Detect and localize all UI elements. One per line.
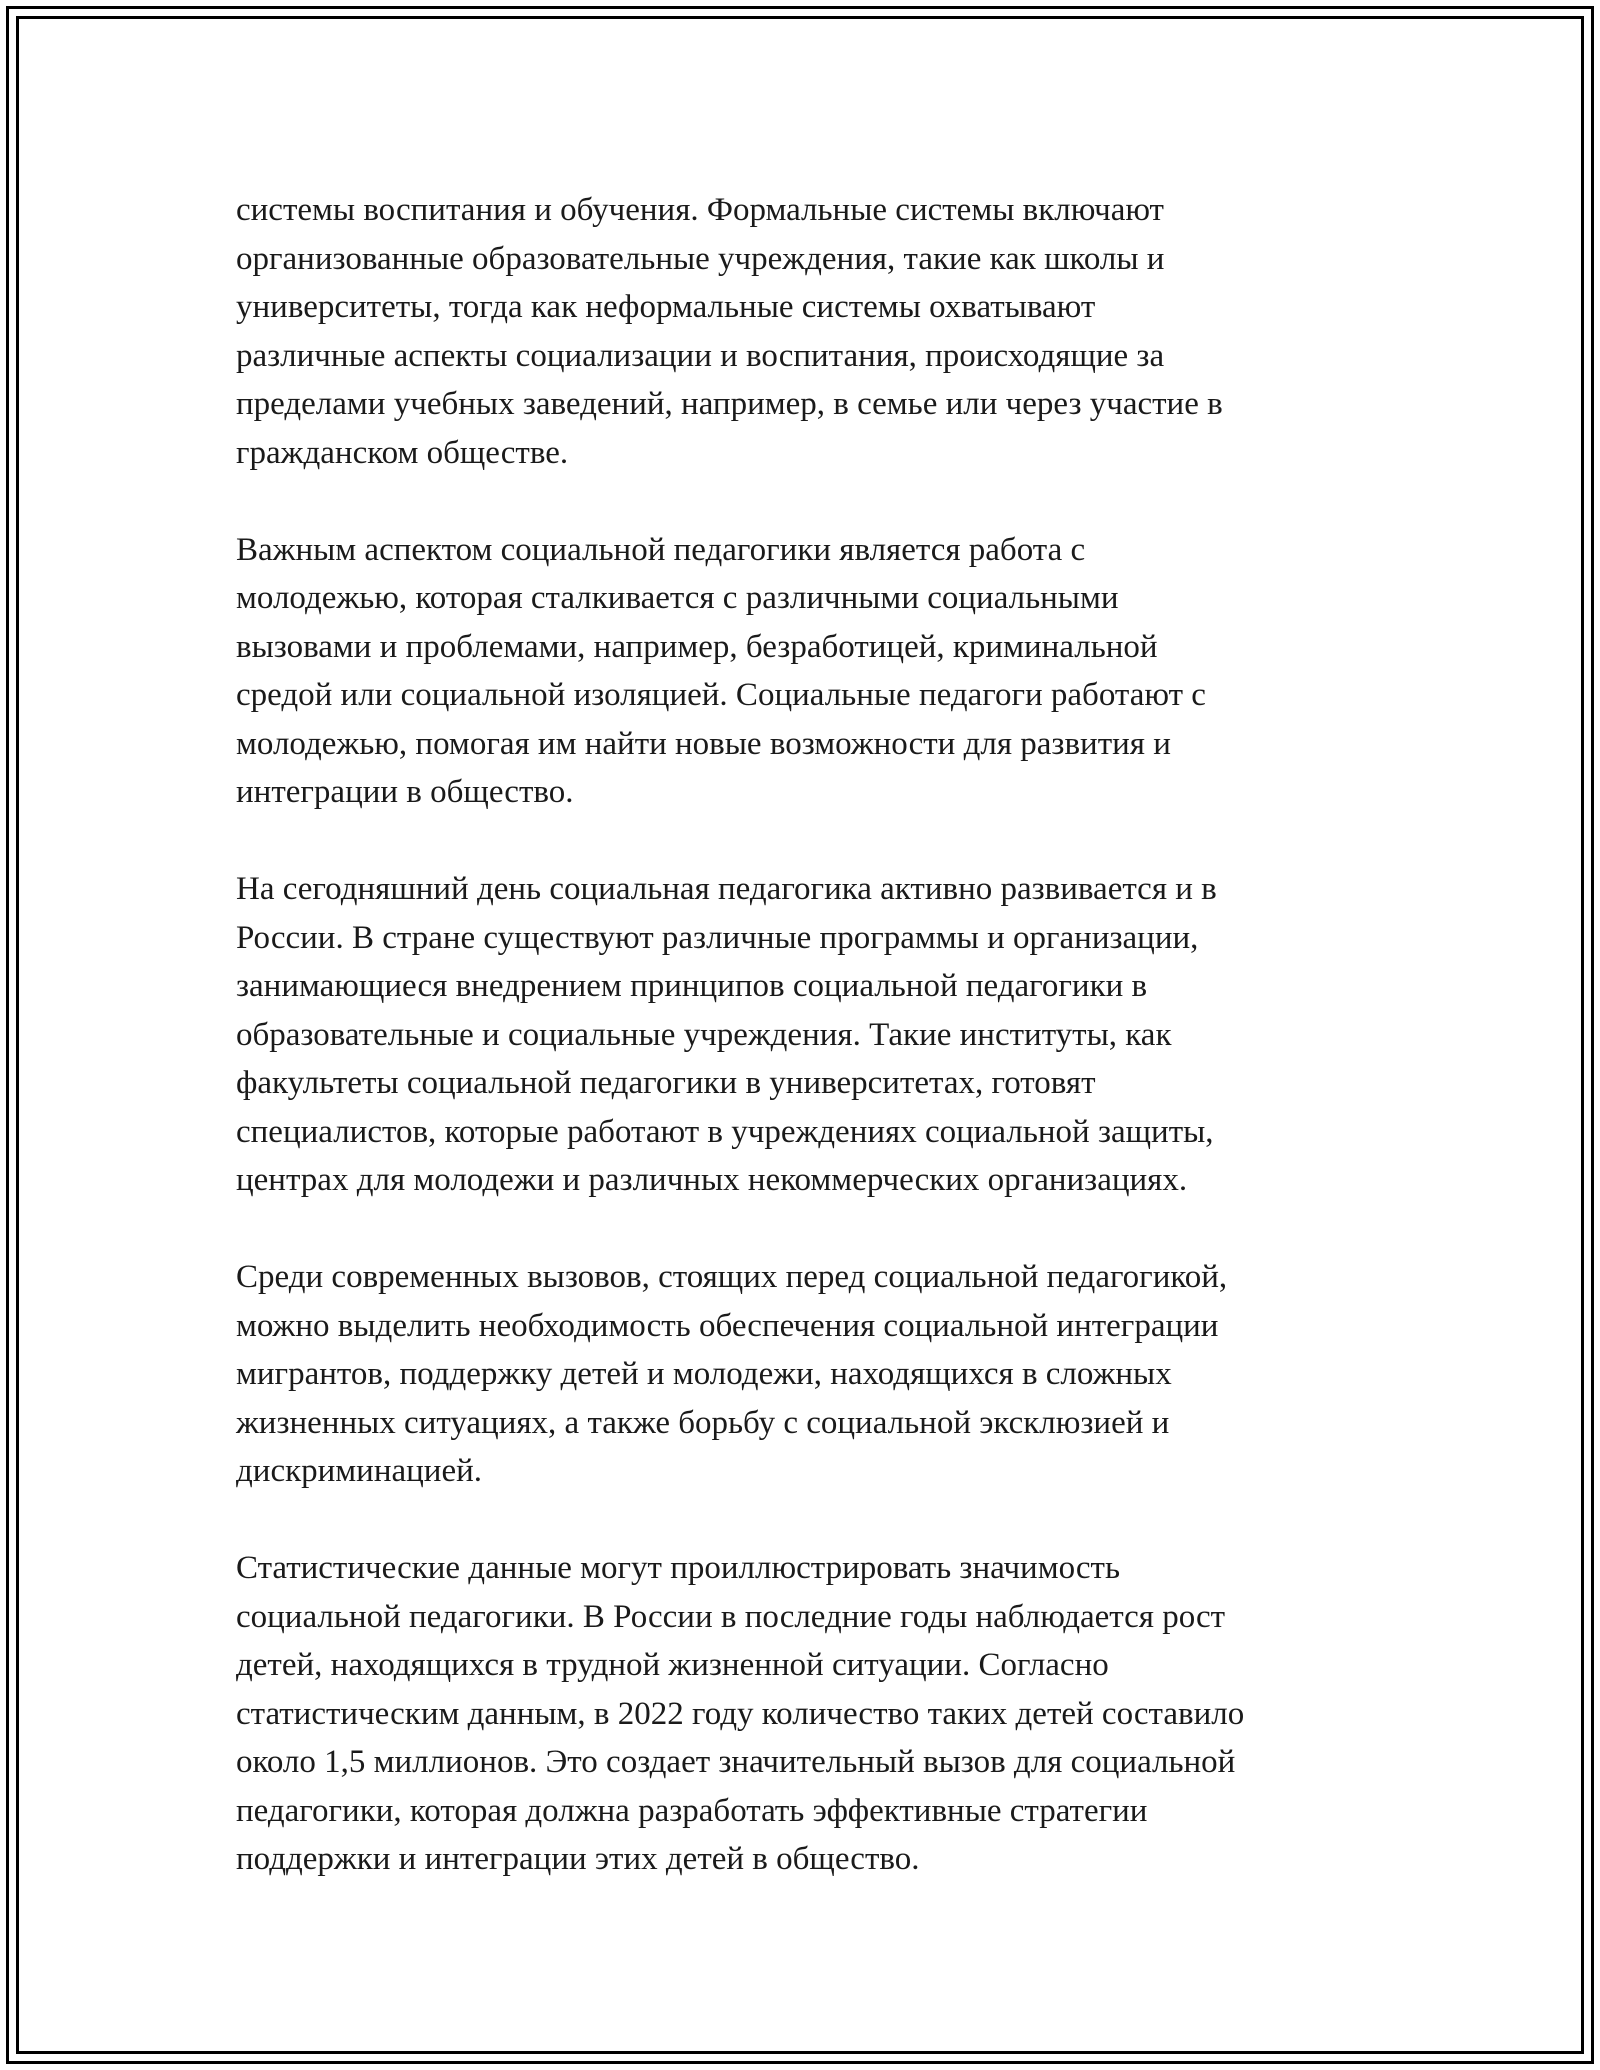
- paragraph-line: интеграции в общество.: [236, 774, 574, 810]
- paragraph-line: молодежью, которая сталкивается с различными социальными: [236, 580, 1119, 616]
- paragraph-line: Статистические данные могут проиллюстрировать значимость: [236, 1550, 1121, 1586]
- paragraph-line: центрах для молодежи и различных некоммерческих организациях.: [236, 1162, 1188, 1198]
- paragraph-line: детей, находящихся в трудной жизненной ситуации. Согласно: [236, 1647, 1109, 1683]
- paragraph-line: поддержки и интеграции этих детей в общество.: [236, 1841, 920, 1877]
- paragraph-line: жизненных ситуациях, а также борьбу с социальной эксклюзией и: [236, 1404, 1170, 1441]
- paragraph-line: России. В стране существуют различные программы и организации,: [236, 919, 1199, 956]
- paragraph-1: [236, 186, 1366, 477]
- paragraph-line: социальной педагогики. В России в последние годы наблюдается рост: [236, 1598, 1226, 1635]
- paragraph-line: университеты, тогда как неформальные системы охватывают: [236, 289, 1096, 325]
- paragraph-line: средой или социальной изоляцией. Социальные педагоги работают с: [236, 677, 1206, 713]
- paragraph-line: факультеты социальной педагогики в университетах, готовят: [236, 1065, 1096, 1101]
- paragraph-line: различные аспекты социализации и воспитания, происходящие за: [236, 337, 1165, 374]
- paragraph-line: специалистов, которые работают в учреждениях социальной защиты,: [236, 1113, 1214, 1150]
- paragraph-line: пределами учебных заведений, например, в семье или через участие в: [236, 386, 1223, 422]
- paragraph-line: организованные образовательные учреждения, такие как школы и: [236, 240, 1165, 277]
- paragraph-line: гражданском обществе.: [236, 434, 569, 471]
- paragraph-line: молодежью, помогая им найти новые возможности для развития и: [236, 725, 1171, 762]
- paragraph-line: дискриминацией.: [236, 1453, 483, 1489]
- paragraph-line: Важным аспектом социальной педагогики является работа с: [236, 531, 1086, 568]
- paragraph-3: [236, 865, 1366, 1205]
- paragraph-line: занимающиеся внедрением принципов социальной педагогики в: [236, 968, 1148, 1004]
- paragraph-4: [236, 1253, 1366, 1496]
- document-body: [236, 186, 1366, 1932]
- paragraph-line: мигрантов, поддержку детей и молодежи, находящихся в сложных: [236, 1356, 1172, 1392]
- paragraph-line: образовательные и социальные учреждения. Такие институты, как: [236, 1016, 1172, 1053]
- paragraph-line: статистическим данным, в 2022 году количество таких детей составило: [236, 1695, 1245, 1732]
- paragraph-line: можно выделить необходимость обеспечения социальной интеграции: [236, 1307, 1219, 1344]
- paragraph-line: Среди современных вызовов, стоящих перед социальной педагогикой,: [236, 1259, 1228, 1295]
- paragraph-line: около 1,5 миллионов. Это создает значительный вызов для социальной: [236, 1744, 1236, 1780]
- paragraph-5: [236, 1544, 1366, 1884]
- paragraph-line: На сегодняшний день социальная педагогика активно развивается и в: [236, 871, 1217, 907]
- paragraph-line: вызовами и проблемами, например, безработицей, криминальной: [236, 628, 1158, 665]
- paragraph-line: педагогики, которая должна разработать эффективные стратегии: [236, 1792, 1148, 1829]
- paragraph-line: системы воспитания и обучения. Формальные системы включают: [236, 192, 1164, 228]
- paragraph-2: [236, 526, 1366, 817]
